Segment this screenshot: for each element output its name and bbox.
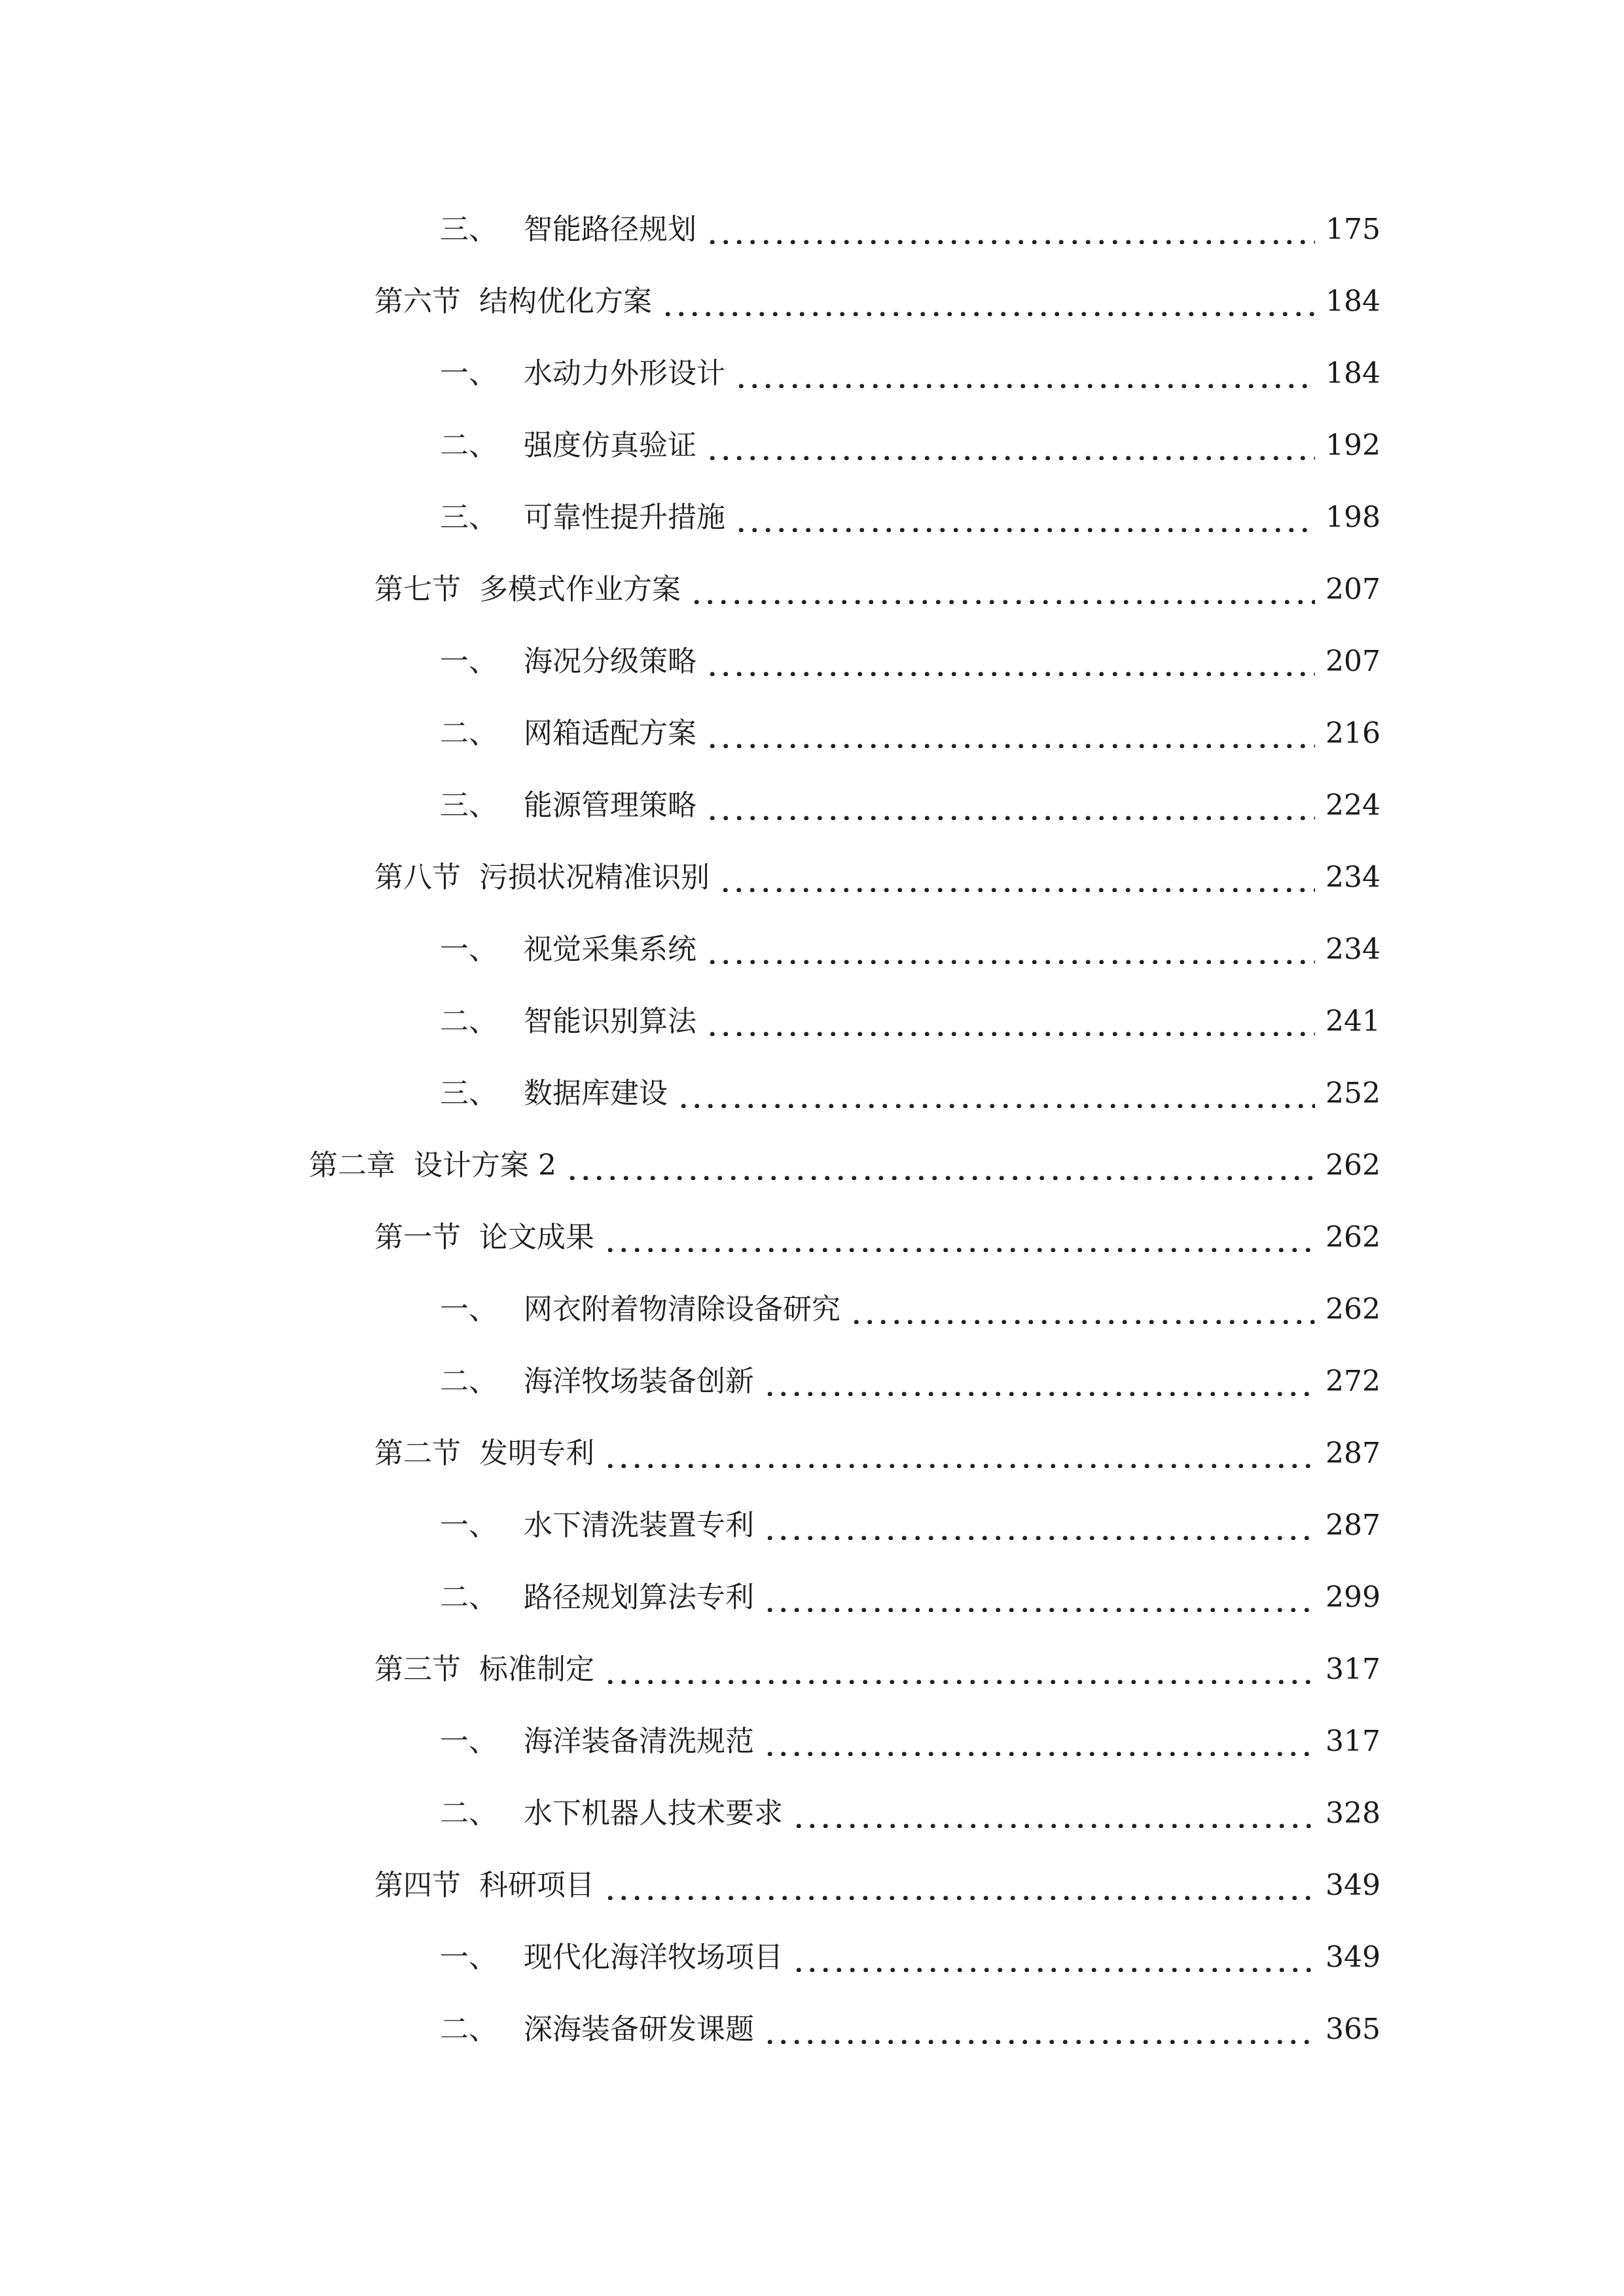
toc-entry-page-number: 234 — [1326, 933, 1380, 966]
toc-entry-item[interactable] — [0, 986, 1624, 1058]
toc-entry-marker: 三、 — [440, 789, 497, 822]
toc-entry-title: 论文成果 — [479, 1221, 594, 1254]
toc-entry-page-number: 207 — [1326, 573, 1380, 606]
toc-entry-title: 设计方案 2 — [414, 1149, 556, 1182]
dot-leader — [763, 1511, 1315, 1540]
toc-entry-item[interactable] — [0, 1346, 1624, 1418]
toc-entry-marker: 二、 — [440, 717, 497, 750]
dot-leader — [763, 1727, 1315, 1756]
toc-entry-page-number: 262 — [1326, 1293, 1380, 1326]
toc-entry-item[interactable] — [0, 698, 1624, 770]
dot-leader — [763, 1583, 1315, 1612]
toc-entry-item[interactable] — [0, 1922, 1624, 1994]
toc-entry-page-number: 192 — [1326, 429, 1380, 462]
toc-entry-page-number: 184 — [1326, 285, 1380, 318]
toc-entry-item[interactable] — [0, 770, 1624, 842]
toc-entry-page-number: 252 — [1326, 1077, 1380, 1110]
toc-entry-item[interactable] — [0, 1706, 1624, 1778]
toc-entry-title: 智能识别算法 — [524, 1005, 696, 1038]
dot-leader — [734, 503, 1315, 532]
toc-entry-page-number: 287 — [1326, 1437, 1380, 1470]
toc-entry-item[interactable] — [0, 410, 1624, 482]
toc-entry-marker: 三、 — [440, 1077, 497, 1110]
toc-entry-page-number: 349 — [1326, 1869, 1380, 1902]
toc-entry-marker: 二、 — [440, 1797, 497, 1830]
dot-leader — [706, 719, 1315, 748]
toc-entry-item[interactable] — [0, 1274, 1624, 1346]
toc-entry-marker: 一、 — [440, 933, 497, 966]
toc-entry-page-number: 216 — [1326, 717, 1380, 750]
dot-leader — [706, 647, 1315, 676]
dot-leader — [604, 1655, 1315, 1684]
toc-entry-title: 结构优化方案 — [479, 285, 652, 318]
toc-entry-item[interactable] — [0, 1058, 1624, 1130]
toc-entry-page-number: 241 — [1326, 1005, 1380, 1038]
table-of-contents — [0, 194, 1624, 2066]
toc-entry-page-number: 175 — [1326, 213, 1380, 246]
toc-entry-item[interactable] — [0, 626, 1624, 698]
toc-entry-marker: 三、 — [440, 213, 497, 246]
toc-entry-page-number: 299 — [1326, 1581, 1380, 1614]
dot-leader — [706, 215, 1315, 244]
toc-entry-marker: 一、 — [440, 645, 497, 678]
toc-entry-title: 路径规划算法专利 — [524, 1581, 754, 1614]
toc-entry-title: 视觉采集系统 — [524, 933, 696, 966]
toc-entry-title: 海洋装备清洗规范 — [524, 1725, 754, 1758]
toc-entry-title: 深海装备研发课题 — [524, 2013, 754, 2046]
toc-entry-page-number: 317 — [1326, 1725, 1380, 1758]
toc-entry-section[interactable] — [0, 266, 1624, 338]
toc-entry-page-number: 349 — [1326, 1941, 1380, 1974]
toc-entry-marker: 第六节 — [374, 285, 461, 318]
toc-entry-title: 海况分级策略 — [524, 645, 696, 678]
toc-entry-page-number: 184 — [1326, 357, 1380, 390]
toc-entry-item[interactable] — [0, 1562, 1624, 1634]
toc-entry-section[interactable] — [0, 1418, 1624, 1490]
toc-entry-item[interactable] — [0, 1490, 1624, 1562]
toc-entry-page-number: 224 — [1326, 789, 1380, 822]
toc-entry-section[interactable] — [0, 842, 1624, 914]
dot-leader — [706, 1007, 1315, 1036]
dot-leader — [604, 1439, 1315, 1468]
toc-entry-title: 发明专利 — [479, 1437, 594, 1470]
dot-leader — [706, 431, 1315, 460]
toc-entry-page-number: 262 — [1326, 1221, 1380, 1254]
dot-leader — [604, 1871, 1315, 1900]
toc-entry-section[interactable] — [0, 1850, 1624, 1922]
dot-leader — [566, 1151, 1315, 1180]
toc-entry-marker: 二、 — [440, 2013, 497, 2046]
toc-entry-page-number: 234 — [1326, 861, 1380, 894]
toc-entry-title: 水下机器人技术要求 — [524, 1797, 783, 1830]
dot-leader — [677, 1079, 1315, 1108]
toc-entry-title: 现代化海洋牧场项目 — [524, 1941, 783, 1974]
toc-entry-item[interactable] — [0, 914, 1624, 986]
toc-entry-page-number: 328 — [1326, 1797, 1380, 1830]
toc-entry-marker: 一、 — [440, 1293, 497, 1326]
toc-entry-title: 水动力外形设计 — [524, 357, 725, 390]
toc-entry-page-number: 207 — [1326, 645, 1380, 678]
toc-entry-title: 网箱适配方案 — [524, 717, 696, 750]
toc-entry-marker: 第二节 — [374, 1437, 461, 1470]
toc-entry-item[interactable] — [0, 338, 1624, 410]
toc-entry-page-number: 317 — [1326, 1653, 1380, 1686]
dot-leader — [706, 791, 1315, 820]
dot-leader — [850, 1295, 1315, 1324]
dot-leader — [792, 1799, 1315, 1828]
toc-entry-marker: 二、 — [440, 1581, 497, 1614]
toc-entry-section[interactable] — [0, 554, 1624, 626]
toc-entry-section[interactable] — [0, 1202, 1624, 1274]
toc-entry-item[interactable] — [0, 1994, 1624, 2066]
toc-entry-page-number: 198 — [1326, 501, 1380, 534]
dot-leader — [763, 2015, 1315, 2044]
dot-leader — [734, 359, 1315, 388]
dot-leader — [690, 575, 1315, 604]
toc-entry-title: 能源管理策略 — [524, 789, 696, 822]
toc-entry-marker: 第一节 — [374, 1221, 461, 1254]
toc-entry-marker: 第八节 — [374, 861, 461, 894]
toc-entry-item[interactable] — [0, 1778, 1624, 1850]
toc-entry-marker: 三、 — [440, 501, 497, 534]
dot-leader — [661, 287, 1315, 316]
dot-leader — [604, 1223, 1315, 1252]
toc-entry-title: 多模式作业方案 — [479, 573, 681, 606]
toc-entry-title: 网衣附着物清除设备研究 — [524, 1293, 840, 1326]
toc-entry-section[interactable] — [0, 1634, 1624, 1706]
toc-entry-page-number: 287 — [1326, 1509, 1380, 1542]
toc-entry-chapter[interactable] — [0, 1130, 1624, 1202]
toc-entry-marker: 第四节 — [374, 1869, 461, 1902]
toc-entry-title: 强度仿真验证 — [524, 429, 696, 462]
toc-entry-title: 科研项目 — [479, 1869, 594, 1902]
toc-entry-title: 水下清洗装置专利 — [524, 1509, 754, 1542]
dot-leader — [706, 935, 1315, 964]
toc-entry-title: 可靠性提升措施 — [524, 501, 725, 534]
toc-entry-page-number: 262 — [1326, 1149, 1380, 1182]
toc-entry-marker: 二、 — [440, 429, 497, 462]
dot-leader — [792, 1943, 1315, 1972]
toc-entry-title: 海洋牧场装备创新 — [524, 1365, 754, 1398]
toc-entry-marker: 一、 — [440, 1509, 497, 1542]
toc-entry-page-number: 365 — [1326, 2013, 1380, 2046]
toc-entry-marker: 一、 — [440, 1941, 497, 1974]
toc-entry-item[interactable] — [0, 194, 1624, 266]
toc-entry-title: 智能路径规划 — [524, 213, 696, 246]
toc-entry-marker: 第二章 — [309, 1149, 395, 1182]
toc-entry-page-number: 272 — [1326, 1365, 1380, 1398]
toc-entry-marker: 一、 — [440, 357, 497, 390]
toc-entry-title: 污损状况精准识别 — [479, 861, 710, 894]
toc-entry-marker: 二、 — [440, 1365, 497, 1398]
dot-leader — [763, 1367, 1315, 1396]
toc-entry-title: 标准制定 — [479, 1653, 594, 1686]
toc-entry-marker: 二、 — [440, 1005, 497, 1038]
dot-leader — [719, 863, 1315, 892]
toc-entry-item[interactable] — [0, 482, 1624, 554]
toc-entry-marker: 第三节 — [374, 1653, 461, 1686]
toc-entry-marker: 一、 — [440, 1725, 497, 1758]
toc-entry-title: 数据库建设 — [524, 1077, 668, 1110]
toc-entry-marker: 第七节 — [374, 573, 461, 606]
